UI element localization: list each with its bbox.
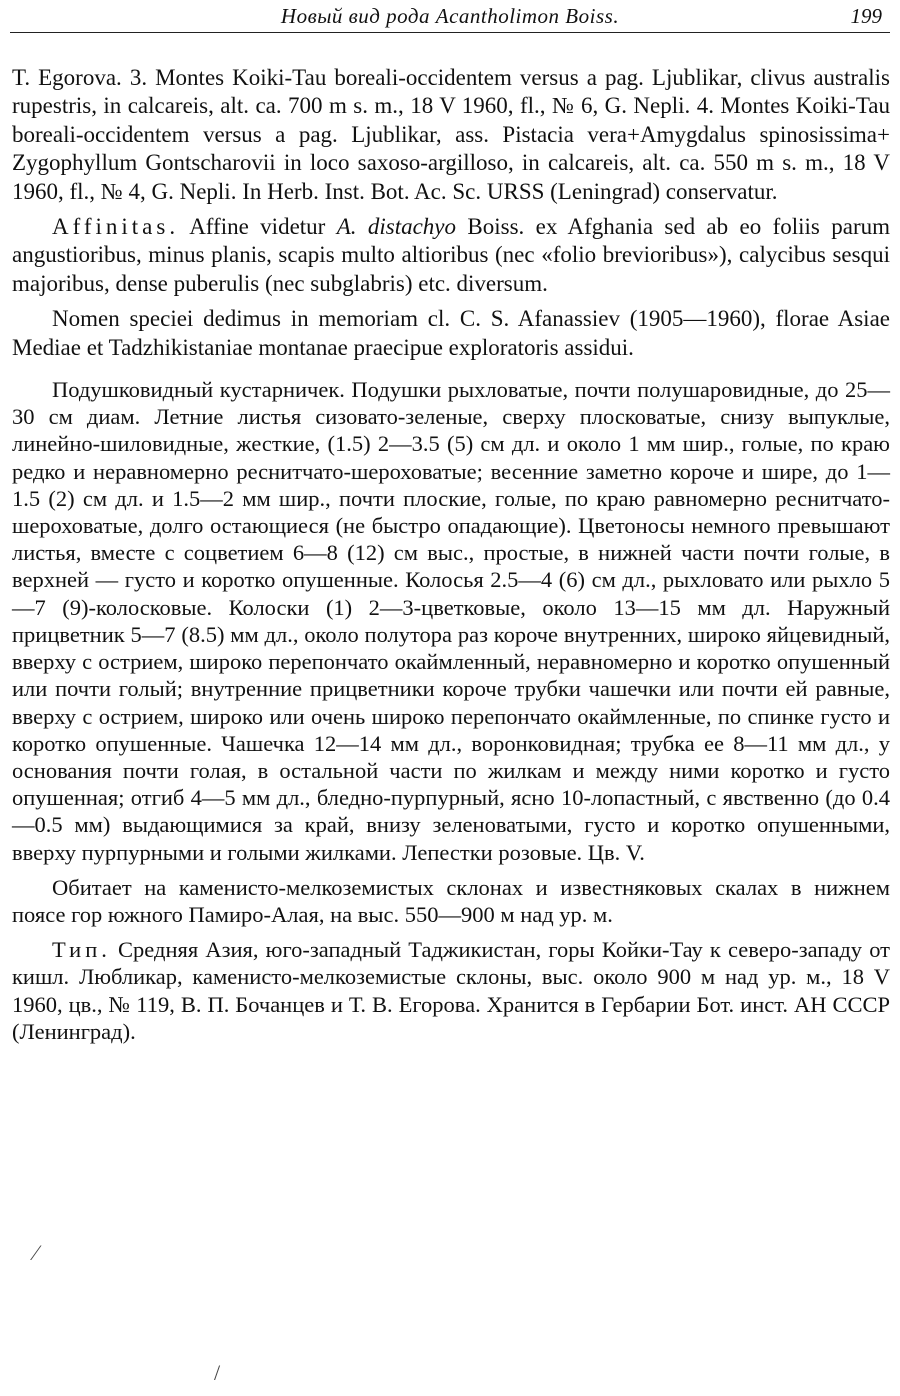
typus-text: Средняя Азия, юго-западный Таджикистан, горы Койки-Тау к северо-западу от кишл. Любликар, каменисто-мелкоземистые склоны, выс. около 900 м над ур. м., 18 V 1960, цв., № 119, В. П. Бочанцев и Т. В. Егорова. Хранится в Гербарии Бот. инст. АН СССР (Ленинград).	[12, 937, 890, 1044]
habitat-paragraph: Обитает на каменисто-мелкоземистых склонах и известняковых скалах в нижнем поясе гор южного Памиро-Алая, на выс. 550—900 м над ур. м.	[12, 874, 890, 927]
affinitas-species-name: A. distachyo	[336, 214, 457, 240]
specimen-citations: T. Egorova. 3. Montes Koiki-Tau boreali-occidentem versus a pag. Ljublikar, clivus australis rupestris, in calcareis, alt. ca. 700 m s. m., 18 V 1960, fl., № 6, G. Nepli. 4. Montes Koiki-Tau boreali-occidentem versus a pag. Ljublikar, ass. Pistacia vera+Amygdalus spinosissima+ Zygophyllum Gontscharovii in loco saxoso-argilloso, in calcareis, alt. ca. 550 m s. m., 18 V 1960, fl., № 4, G. Nepli. In Herb. Inst. Bot. Ac. Sc. URSS (Leningrad) conservatur.	[12, 65, 890, 204]
pencil-tick-mark: ⁄	[34, 1240, 38, 1265]
page-number: 199	[850, 4, 882, 28]
typus-paragraph	[12, 936, 890, 1045]
typus-label: Тип.	[52, 937, 111, 963]
affinitas-paragraph	[12, 213, 890, 298]
running-title: Новый вид рода Acantholimon Boiss.	[280, 4, 620, 28]
running-header	[10, 2, 890, 33]
affinitas-text-end: Boiss. ex Afghania sed ab eo foliis parum angustioribus, minus planis, scapis multo altioribus (nec «folio brevioribus»), calycibus sesqui majoribus, dense puberulis (nec subglabris) etc. diversum.	[12, 214, 891, 296]
affinitas-text-start: Affine videtur	[179, 214, 337, 240]
affinitas-label: Affinitas.	[52, 214, 180, 240]
russian-description: Подушковидный кустарничек. Подушки рыхловатые, почти полушаровидные, до 25—30 см диам. Летние листья сизовато-зеленые, сверху плосковатые, снизу выпуклые, линейно-шиловидные, жесткие, (1.5) 2—3.5 (5) см дл. и около 1 мм шир., голые, по краю редко и неравномерно реснитчато-шероховатые; весенние заметно короче и шире, до 1—1.5 (2) см дл. и 1.5—2 мм шир., почти плоские, голые, по краю равномерно реснитчато-шероховатые, долго остающиеся (не быстро опадающие). Цветоносы немного превышают листья, вместе с соцветием 6—8 (12) см выс., простые, в нижней части почти голые, в верхней — густо и коротко опушенные. Колосья 2.5—4 (6) см дл., рыхловато или рыхло 5—7 (9)-колосковые. Колоски (1) 2—3-цветковые, около 13—15 мм дл. Наружный прицветник 5—7 (8.5) мм дл., около полутора раз короче внутренних, широко яйцевидный, вверху с острием, широко перепончато окаймленный, неравномерно и коротко опушенный или почти голый; внутренние прицветники короче трубки чашечки или почти ей равные, вверху с острием, широко или очень широко перепончато окаймленные, по спинке густо и коротко опушенные. Чашечка 12—14 мм дл., воронковидная; трубка ее 8—11 мм дл., у основания почти голая, в остальной части по жилкам и между ними коротко и густо опушенная; отгиб 4—5 мм дл., бледно-пурпурный, ясно 10-лопастный, с явственно (до 0.4—0.5 мм) выдающимися за край, внизу зеленоватыми, густо и коротко опушенными, вверху пурпурными и голыми жилками. Лепестки розовые. Цв. V.	[12, 377, 890, 865]
nomen-paragraph: Nomen speciei dedimus in memoriam cl. C. S. Afanassiev (1905—1960), florae Asiae Mediae et Tadzhikistaniae montanae praecipue exploratoris assidui.	[12, 306, 890, 360]
article-body	[12, 64, 890, 1045]
pencil-tick-mark: /	[214, 1360, 221, 1385]
